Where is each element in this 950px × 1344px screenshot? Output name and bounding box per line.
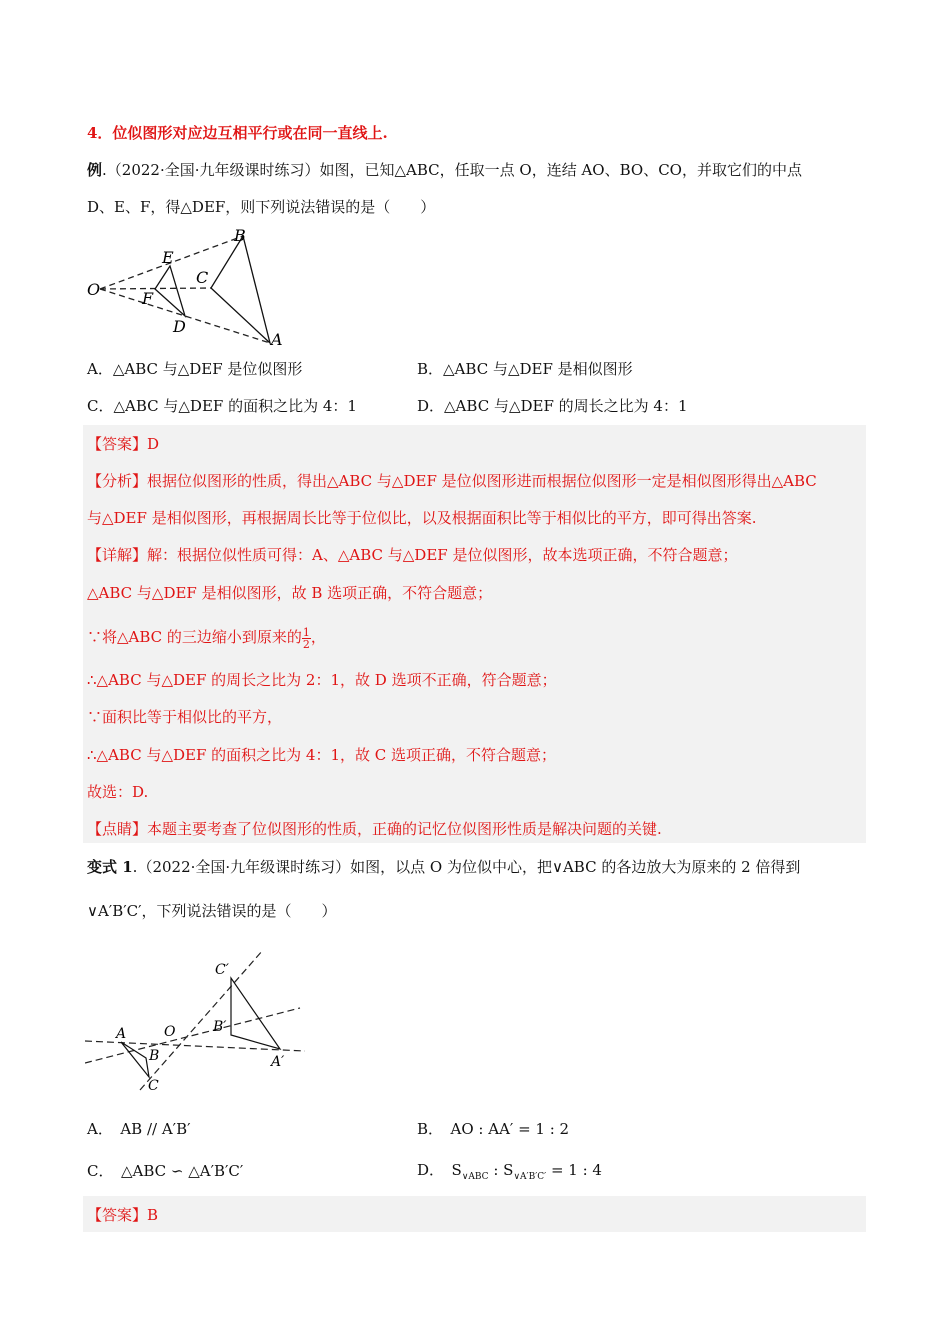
label-E: E (162, 248, 174, 267)
example-option-a[interactable]: A．△ABC 与△DEF 是位似图形 (87, 360, 303, 378)
detail-text-3-pre: ∵将△ABC 的三边缩小到原来的 (87, 628, 302, 646)
solution-box-2 (83, 1196, 866, 1232)
comment-text: 本题主要考查了位似图形的性质，正确的记忆位似图形性质是解决问题的关键. (147, 820, 662, 838)
detail-line-5: ∵面积比等于相似比的平方， (87, 708, 283, 726)
comment-line (87, 819, 662, 839)
answer-tag-1: 【答案】 (87, 435, 148, 453)
detail-text-3-post: ， (310, 628, 326, 646)
dashed-CC-line (140, 950, 263, 1090)
example-option-d[interactable]: D．△ABC 与△DEF 的周长之比为 4：1 (417, 397, 688, 415)
option-d-sub2: ∨A′B′C′ (513, 1172, 547, 1182)
label-D: D (173, 317, 186, 336)
example-figure (80, 222, 300, 352)
fraction-one-half (302, 627, 311, 650)
variant-label: 变式 1 (87, 858, 133, 876)
label-A: A (271, 330, 283, 349)
detail-line-1 (87, 545, 737, 565)
label-v-O: O (164, 1024, 176, 1040)
answer-value-2: B (147, 1206, 159, 1224)
example-option-c[interactable]: C．△ABC 与△DEF 的面积之比为 4：1 (87, 397, 357, 415)
variant-option-a[interactable]: A． AB // A′B′ (87, 1120, 191, 1138)
analysis-text-1: 根据位似图形的性质，得出△ABC 与△DEF 是位似图形进而根据位似图形一定是相似图形得出△ABC (147, 472, 817, 490)
option-d-post: = 1 : 4 (546, 1161, 602, 1179)
label-F: F (142, 289, 154, 308)
fraction-denominator: 2 (302, 637, 310, 651)
option-d-prefix: D． S (417, 1161, 462, 1179)
detail-line-4: ∴△ABC 与△DEF 的周长之比为 2：1，故 D 选项不正确，符合题意； (87, 671, 557, 689)
example-question-line2: D、E、F，得△DEF，则下列说法错误的是（ ） (87, 198, 436, 216)
variant-figure (85, 945, 315, 1095)
comment-tag: 【点睛】 (87, 820, 148, 838)
label-v-B: B (149, 1048, 160, 1064)
detail-line-3 (87, 624, 326, 650)
answer-line-2 (87, 1205, 158, 1225)
triangle-ApBpCp-large (231, 978, 280, 1049)
label-v-C: C (148, 1078, 159, 1094)
fraction-numerator: 1 (302, 625, 310, 639)
variant-question-line2: ∨A′B′C′，下列说法错误的是（ ） (87, 902, 337, 920)
label-v-Ap: A′ (271, 1054, 285, 1070)
detail-line-7: 故选：D. (87, 783, 149, 801)
answer-tag-2: 【答案】 (87, 1206, 148, 1224)
option-d-sub1: ∨ABC (461, 1172, 489, 1182)
detail-line-6: ∴△ABC 与△DEF 的面积之比为 4：1，故 C 选项正确，不符合题意； (87, 746, 557, 764)
variant-question-line1 (87, 857, 800, 877)
section-heading: 4．位似图形对应边互相平行或在同一直线上. (87, 124, 388, 142)
detail-tag: 【详解】 (87, 546, 148, 564)
label-v-Bp: B′ (213, 1019, 227, 1035)
label-C: C (196, 268, 209, 287)
variant-option-c[interactable]: C． △ABC ∽ △A′B′C′ (87, 1162, 244, 1180)
example-label: 例 (87, 161, 103, 179)
analysis-line-2: 与△DEF 是相似图形，再根据周长比等于位似比，以及根据面积比等于相似比的平方，即可得出答案. (87, 509, 757, 527)
variant-option-b[interactable]: B． AO : AA′ = 1 : 2 (417, 1120, 570, 1138)
label-v-A: A (116, 1026, 127, 1042)
analysis-tag: 【分析】 (87, 472, 148, 490)
detail-text-1: 解：根据位似性质可得：A、△ABC 与△DEF 是位似图形，故本选项正确，不符合题意； (147, 546, 738, 564)
example-question-line1 (87, 160, 802, 180)
detail-line-2: △ABC 与△DEF 是相似图形，故 B 选项正确，不符合题意； (87, 584, 493, 602)
example-option-b[interactable]: B．△ABC 与△DEF 是相似图形 (417, 360, 633, 378)
label-B: B (234, 226, 246, 245)
analysis-line-1 (87, 471, 817, 491)
dashed-AA-line (85, 1041, 305, 1051)
answer-line-1 (87, 434, 159, 454)
option-d-mid: : S (488, 1161, 514, 1179)
variant-option-d[interactable] (417, 1160, 602, 1187)
example-text-1: .（2022·全国·九年级课时练习）如图，已知△ABC，任取一点 O，连结 AO、BO、CO，并取它们的中点 (102, 161, 802, 179)
label-v-Cp: C′ (215, 962, 229, 978)
label-O: O (87, 280, 101, 299)
answer-value-1: D (147, 435, 160, 453)
variant-text-1: .（2022·全国·九年级课时练习）如图，以点 O 为位似中心，把∨ABC 的各边放大为原来的 2 倍得到 (132, 858, 801, 876)
